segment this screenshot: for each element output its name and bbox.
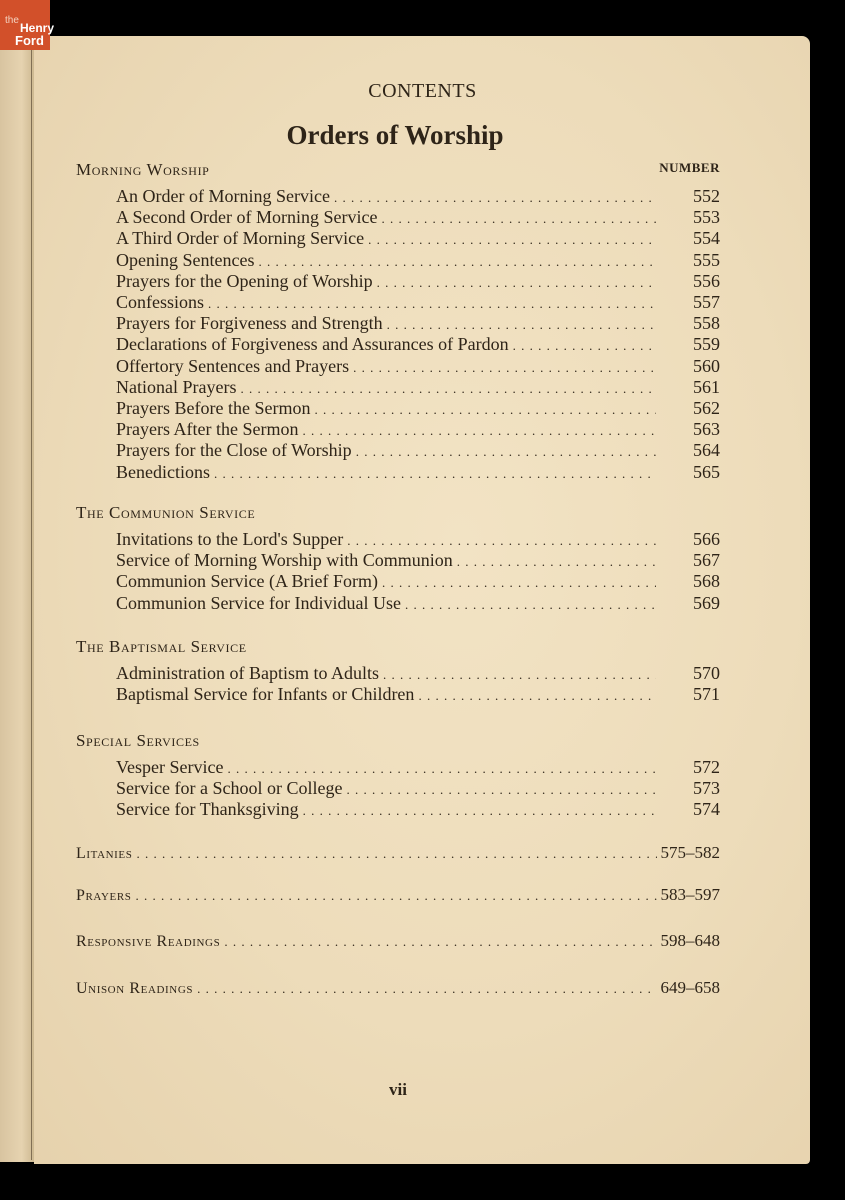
leader-dots <box>136 843 656 865</box>
leader-dots <box>377 272 656 293</box>
toc-top-entry-number: 649–658 <box>660 978 720 997</box>
toc-entry-label: A Second Order of Morning Service <box>116 207 378 228</box>
toc-entry <box>116 334 720 355</box>
toc-entry-label: Confessions <box>116 292 205 312</box>
toc-entry-number: 568 <box>693 571 720 592</box>
toc-entry-number: 572 <box>693 757 720 777</box>
toc-entry-label: Offertory Sentences and Prayers <box>116 355 350 376</box>
toc-entry <box>116 313 720 334</box>
toc-entry <box>116 292 720 313</box>
toc-entry <box>116 250 720 271</box>
toc-entry-number: 567 <box>693 550 720 571</box>
toc-top-entry-label: Prayers <box>76 887 132 904</box>
toc-entry-number: 563 <box>693 419 720 440</box>
toc-entry <box>116 799 720 820</box>
leader-dots <box>224 931 656 953</box>
page-folio: vii <box>389 1080 407 1099</box>
leader-dots <box>334 187 656 208</box>
group-heading-morning-worship: Morning Worship <box>76 160 210 179</box>
toc-entry-label: Invitations to the Lord's Supper <box>116 529 344 549</box>
toc-entry-number: 566 <box>693 529 720 549</box>
toc-entry-number: 564 <box>693 440 720 461</box>
toc-entry-number: 554 <box>693 228 720 249</box>
toc-entry <box>116 462 720 483</box>
leader-dots <box>381 208 656 229</box>
toc-entry <box>116 398 720 419</box>
toc-entry-number: 561 <box>693 376 720 397</box>
toc-entry-number: 565 <box>693 461 720 482</box>
toc-entry-number: 558 <box>693 313 720 334</box>
toc-entry-number: 552 <box>693 186 720 206</box>
toc-entry <box>116 593 720 614</box>
toc-entry-number: 569 <box>693 592 720 613</box>
toc-top-entry <box>76 977 720 999</box>
leader-dots <box>240 378 656 399</box>
toc-top-entry-number: 598–648 <box>660 931 720 950</box>
leader-dots <box>303 800 656 821</box>
toc-entry-label: Service of Morning Worship with Communion <box>116 550 453 571</box>
toc-entry <box>116 778 720 799</box>
toc-entry-number: 562 <box>693 398 720 418</box>
leader-dots <box>387 314 656 335</box>
group-heading-special-services: Special Services <box>76 731 200 750</box>
toc-entry-label: National Prayers <box>116 376 237 397</box>
toc-entry <box>116 186 720 207</box>
toc-entry <box>116 377 720 398</box>
leader-dots <box>208 293 656 314</box>
toc-entry-label: Prayers for the Close of Worship <box>116 440 352 461</box>
toc-entry <box>116 207 720 228</box>
number-column-header: NUMBER <box>659 160 720 175</box>
toc-entry-label: Administration of Baptism to Adults <box>116 663 380 683</box>
toc-entry <box>116 440 720 461</box>
leader-dots <box>356 441 656 462</box>
toc-entry-label: Opening Sentences <box>116 249 255 270</box>
toc-entry-label: Service for Thanksgiving <box>116 799 299 820</box>
toc-entry <box>116 419 720 440</box>
leader-dots <box>302 420 656 441</box>
toc-top-entry-number: 583–597 <box>660 885 720 904</box>
logo-text-the: the <box>5 15 19 26</box>
leader-dots <box>197 978 656 1000</box>
toc-entry-label: A Third Order of Morning Service <box>116 228 365 249</box>
toc-entry <box>116 757 720 778</box>
toc-entry <box>116 550 720 571</box>
spine-line <box>31 40 32 1160</box>
toc-entry-label: Prayers Before the Sermon <box>116 398 311 418</box>
leader-dots <box>258 251 656 272</box>
toc-entry-label: Prayers for the Opening of Worship <box>116 270 373 291</box>
toc-top-entry-number: 575–582 <box>660 843 720 862</box>
toc-entry-label: Service for a School or College <box>116 778 343 799</box>
toc-top-entry-label: Responsive Readings <box>76 933 221 950</box>
toc-entry <box>116 271 720 292</box>
leader-dots <box>347 530 656 551</box>
leader-dots <box>353 357 656 378</box>
toc-entry-number: 556 <box>693 270 720 291</box>
leader-dots <box>368 229 656 250</box>
section-title: Orders of Worship <box>286 120 504 150</box>
toc-entry-label: Baptismal Service for Infants or Children <box>116 684 415 705</box>
toc-entry-label: Vesper Service <box>116 757 224 777</box>
group-heading-baptismal-service: The Baptismal Service <box>76 637 247 656</box>
toc-entry-number: 553 <box>693 207 720 228</box>
leader-dots <box>227 758 656 779</box>
toc-entry <box>116 684 720 705</box>
toc-entry <box>116 571 720 592</box>
toc-entry-number: 570 <box>693 663 720 683</box>
leader-dots <box>346 779 656 800</box>
henry-ford-logo <box>0 0 55 50</box>
toc-entry-number: 571 <box>693 684 720 705</box>
toc-entry-number: 573 <box>693 778 720 799</box>
toc-entry-label: Prayers After the Sermon <box>116 419 299 440</box>
toc-entry-label: Benedictions <box>116 461 210 482</box>
logo-text-henry: Henry <box>20 21 55 35</box>
toc-top-entry <box>76 884 720 906</box>
toc-entry-number: 560 <box>693 355 720 376</box>
leader-dots <box>405 594 656 615</box>
leader-dots <box>383 664 656 685</box>
leader-dots <box>513 335 656 356</box>
toc-entry <box>116 663 720 684</box>
toc-entry <box>116 228 720 249</box>
toc-entry <box>116 356 720 377</box>
toc-entry-number: 574 <box>693 799 720 820</box>
toc-entry-label: Declarations of Forgiveness and Assurances of Pardon <box>116 334 509 355</box>
toc-entry <box>116 529 720 550</box>
contents-label: CONTENTS <box>368 80 477 102</box>
leader-dots <box>382 572 656 593</box>
toc-entry-number: 557 <box>693 292 720 312</box>
toc-entry-label: Communion Service for Individual Use <box>116 592 401 613</box>
toc-entry-label: Prayers for Forgiveness and Strength <box>116 313 383 334</box>
leader-dots <box>457 551 656 572</box>
toc-entry-label: Communion Service (A Brief Form) <box>116 571 378 592</box>
logo-text-ford: Ford <box>15 33 44 48</box>
toc-entry-number: 559 <box>693 334 720 355</box>
leader-dots <box>314 399 656 420</box>
leader-dots <box>214 463 656 484</box>
toc-entry-label: An Order of Morning Service <box>116 186 330 206</box>
toc-top-entry-label: Litanies <box>76 845 133 862</box>
group-heading-communion-service: The Communion Service <box>76 503 256 522</box>
toc-top-entry <box>76 930 720 952</box>
leader-dots <box>136 885 657 907</box>
toc-top-entry-label: Unison Readings <box>76 980 194 997</box>
leader-dots <box>418 685 656 706</box>
toc-entry-number: 555 <box>693 249 720 270</box>
toc-top-entry <box>76 842 720 864</box>
